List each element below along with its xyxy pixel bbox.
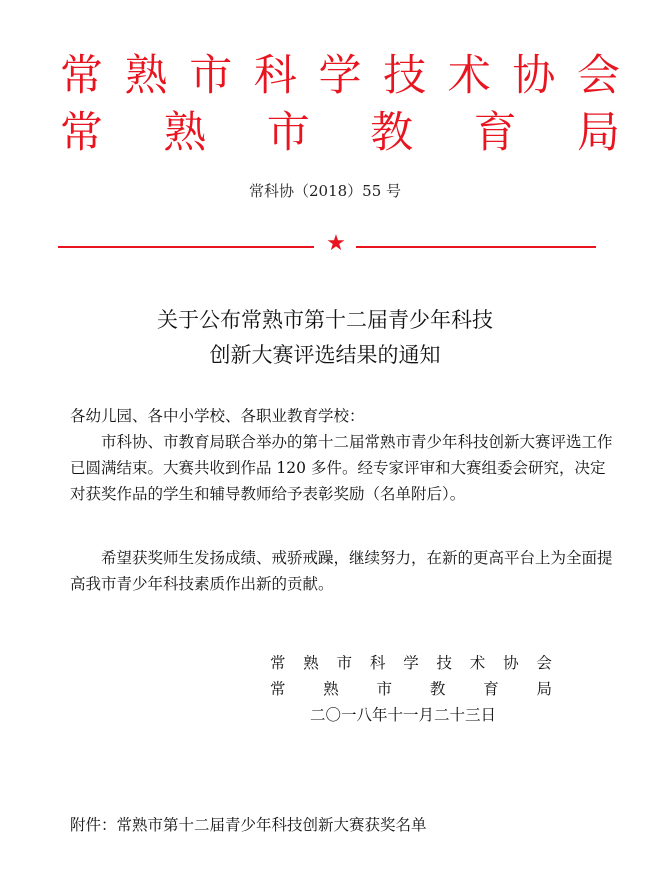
char: 教 <box>370 108 414 158</box>
char: 育 <box>483 680 499 698</box>
notice-title-line2: 创新大赛评选结果的通知 <box>209 343 441 367</box>
char: 科 <box>253 51 297 101</box>
char: 常 <box>60 51 103 101</box>
char: 术 <box>447 51 491 101</box>
body-paragraph-2: 希望获奖师生发扬成绩、戒骄戒躁，继续努力，在新的更高平台上为全面提高我市青少年科技素质作出新的贡献。 <box>70 549 613 593</box>
signature-org-education-bureau <box>270 682 552 698</box>
body-paragraph-1: 市科协、市教育局联合举办的第十二届常熟市青少年科技创新大赛评选工作已圆满结束。大赛共收到作品 120 多件。经专家评审和大赛组委会研究，决定对获奖作品的学生和辅导教师给予表彰奖励（名单附后）。 <box>70 433 613 503</box>
header-org-cast <box>60 51 620 101</box>
signature-date: 二〇一八年十一月二十三日 <box>310 706 497 724</box>
char: 会 <box>536 654 552 672</box>
char: 技 <box>383 51 427 101</box>
char: 熟 <box>303 654 319 672</box>
char: 育 <box>473 108 517 158</box>
char: 术 <box>469 654 486 672</box>
char: 学 <box>318 51 362 101</box>
document-number: 常科协（2018）55 号 <box>248 182 402 200</box>
char: 熟 <box>124 51 168 101</box>
char: 会 <box>577 51 620 101</box>
char: 科 <box>369 654 386 672</box>
char: 常 <box>60 108 103 158</box>
char: 协 <box>512 51 556 101</box>
attachment-note: 附件：常熟市第十二届青少年科技创新大赛获奖名单 <box>70 816 427 834</box>
char: 教 <box>429 680 446 698</box>
char: 局 <box>536 680 552 698</box>
char: 局 <box>576 108 620 158</box>
char: 学 <box>403 654 419 672</box>
char: 熟 <box>323 680 339 698</box>
char: 市 <box>336 654 353 672</box>
char: 技 <box>436 654 452 672</box>
signature-org-cast <box>270 656 552 672</box>
notice-title-line1: 关于公布常熟市第十二届青少年科技 <box>157 308 493 332</box>
char: 市 <box>266 108 310 158</box>
star-icon: ★ <box>326 231 346 256</box>
char: 熟 <box>163 108 207 158</box>
red-rule-left <box>58 246 314 248</box>
red-rule-right <box>356 246 596 248</box>
char: 协 <box>503 654 519 672</box>
char: 市 <box>376 680 393 698</box>
char: 市 <box>189 51 233 101</box>
salutation: 各幼儿园、各中小学校、各职业教育学校： <box>70 407 365 425</box>
char: 常 <box>270 680 286 698</box>
header-org-education-bureau <box>60 108 620 158</box>
char: 常 <box>270 654 286 672</box>
